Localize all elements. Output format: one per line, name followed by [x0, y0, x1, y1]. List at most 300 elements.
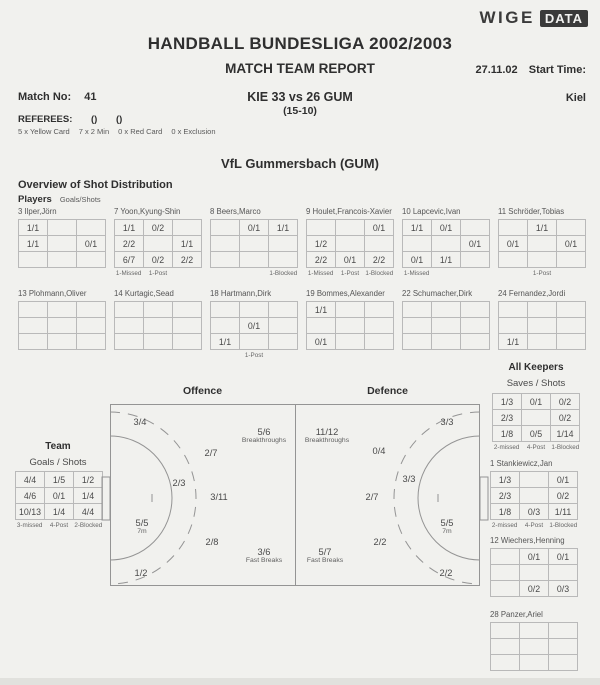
- grid-cell: 4/4: [16, 472, 45, 488]
- shot-grid-table: [490, 471, 578, 520]
- two-min: 7 x 2 Min: [78, 127, 110, 136]
- grid-cell: [522, 410, 551, 426]
- grid-cell: [115, 302, 144, 318]
- grid-cell: [211, 236, 240, 252]
- grid-footnote: 1-Post: [148, 270, 168, 277]
- grid-cell: 0/1: [240, 318, 269, 334]
- defence-nine-top-value: 0/4: [372, 446, 386, 456]
- grid-cell: 0/1: [403, 252, 432, 268]
- team-box-subtitle: Goals / Shots: [29, 457, 87, 468]
- grid-cell: 1/1: [19, 220, 48, 236]
- shot-grid: [210, 207, 300, 277]
- shot-grid-table: [210, 301, 298, 350]
- player-grid-9: [306, 207, 396, 277]
- grid-cell: [336, 334, 365, 350]
- offence-fastbreaks: [246, 547, 282, 565]
- keeper-grid-1: [490, 459, 580, 529]
- grid-footnote: [239, 270, 268, 277]
- cards-summary: [18, 127, 225, 136]
- grid-owner-name: 12 Wiechers,Henning: [490, 536, 565, 545]
- overview-title: Overview of Shot Distribution: [18, 179, 173, 191]
- grid-footnote: 4-Post: [49, 522, 69, 529]
- player-grid-14: [114, 289, 204, 352]
- grid-footnote: [461, 270, 490, 277]
- grid-cell: [549, 623, 578, 639]
- grid-cell: 1/4: [74, 488, 103, 504]
- offence-nine-center-value: 3/11: [210, 492, 228, 502]
- grid-cell: [557, 302, 586, 318]
- grid-cell: [432, 302, 461, 318]
- grid-cell: 0/2: [520, 581, 549, 597]
- defence-fastbreaks: [307, 547, 343, 565]
- grid-cell: 0/1: [520, 549, 549, 565]
- player-grid-3: [18, 207, 108, 270]
- grid-cell: 2/3: [491, 488, 520, 504]
- defence-fastbreaks-value: 5/7: [318, 547, 332, 557]
- grid-cell: [77, 334, 106, 350]
- grid-cell: [520, 655, 549, 671]
- grid-cell: 0/1: [499, 236, 528, 252]
- grid-owner-name: 1 Stankiewicz,Jan: [490, 459, 553, 468]
- grid-footnote: [173, 270, 202, 277]
- red-cards: 0 x Red Card: [118, 127, 163, 136]
- grid-cell: [365, 236, 394, 252]
- offence-wing-bottom-value: 1/2: [134, 568, 148, 578]
- all-keepers-grid: [492, 393, 582, 451]
- shot-grid-table: [490, 548, 578, 597]
- grid-owner-name: 24 Fernandez,Jordi: [498, 289, 566, 298]
- court-diagram: [110, 404, 480, 586]
- player-grid-11: [498, 207, 588, 277]
- grid-cell: [499, 220, 528, 236]
- grid-footnotes: [210, 270, 298, 277]
- grid-cell: [365, 334, 394, 350]
- grid-cell: [48, 236, 77, 252]
- shot-grid: [114, 289, 204, 352]
- grid-cell: [48, 302, 77, 318]
- grid-footnote: 1-Missed: [403, 270, 430, 277]
- grid-cell: [115, 318, 144, 334]
- offence-breakthroughs-label: Breakthroughs: [241, 437, 287, 445]
- grid-cell: 1/4: [45, 504, 74, 520]
- grid-cell: [173, 220, 202, 236]
- team-totals-grid: [15, 471, 105, 529]
- grid-owner-name: 14 Kurtagic,Sead: [114, 289, 174, 298]
- grid-footnote: 1-Post: [532, 270, 552, 277]
- player-grid-24: [498, 289, 588, 352]
- grid-cell: 0/5: [522, 426, 551, 442]
- shot-grid-table: [492, 393, 580, 442]
- grid-cell: [48, 334, 77, 350]
- grid-footnote: 1-Blocked: [549, 522, 578, 529]
- shot-grid-table: [306, 301, 394, 350]
- grid-cell: 4/4: [74, 504, 103, 520]
- grid-cell: [144, 334, 173, 350]
- grid-cell: 1/8: [491, 504, 520, 520]
- grid-footnote: 4-Post: [526, 444, 546, 451]
- grid-cell: [336, 302, 365, 318]
- grid-cell: 0/1: [557, 236, 586, 252]
- shot-grid: [490, 610, 580, 673]
- grid-cell: 0/2: [551, 410, 580, 426]
- grid-cell: 1/2: [74, 472, 103, 488]
- grid-cell: [269, 252, 298, 268]
- grid-cell: 0/3: [549, 581, 578, 597]
- shot-grid: [18, 289, 108, 352]
- score-line: KIE 33 vs 26 GUM: [247, 90, 353, 104]
- shot-grid: [210, 289, 300, 359]
- grid-cell: [461, 318, 490, 334]
- grid-cell: [549, 639, 578, 655]
- grid-cell: 1/1: [432, 252, 461, 268]
- page-title: HANDBALL BUNDESLIGA 2002/2003: [147, 34, 453, 53]
- grid-cell: [432, 334, 461, 350]
- grid-footnotes: [306, 270, 394, 277]
- grid-cell: [557, 252, 586, 268]
- grid-footnote: 1-Missed: [307, 270, 334, 277]
- grid-cell: [528, 334, 557, 350]
- grid-cell: [307, 220, 336, 236]
- grid-cell: [491, 549, 520, 565]
- grid-cell: 2/2: [115, 236, 144, 252]
- grid-cell: [19, 334, 48, 350]
- grid-cell: [19, 252, 48, 268]
- grid-cell: [211, 302, 240, 318]
- grid-footnote: [498, 270, 527, 277]
- players-label: Players: [18, 194, 52, 205]
- grid-cell: [432, 236, 461, 252]
- data-logo-badge: DATA: [540, 10, 588, 27]
- grid-footnotes: [210, 352, 298, 359]
- shot-grid: [15, 471, 105, 529]
- grid-cell: 0/2: [549, 488, 578, 504]
- grid-cell: [365, 318, 394, 334]
- grid-footnotes: [498, 270, 586, 277]
- grid-cell: [520, 639, 549, 655]
- player-grid-22: [402, 289, 492, 352]
- grid-cell: [461, 252, 490, 268]
- grid-cell: 1/3: [491, 472, 520, 488]
- grid-cell: [520, 565, 549, 581]
- grid-cell: [240, 236, 269, 252]
- grid-cell: [77, 318, 106, 334]
- grid-footnotes: [492, 444, 580, 451]
- grid-cell: [77, 252, 106, 268]
- grid-cell: [144, 236, 173, 252]
- referees-label: REFEREES:: [18, 114, 73, 125]
- player-grid-18: [210, 289, 300, 359]
- grid-cell: [211, 220, 240, 236]
- grid-cell: [528, 236, 557, 252]
- grid-cell: [336, 318, 365, 334]
- shot-grid-table: [306, 219, 394, 268]
- grid-owner-name: 9 Houlet,Francois-Xavier: [306, 207, 392, 216]
- grid-footnote: 1-Post: [340, 270, 360, 277]
- grid-cell: 1/1: [173, 236, 202, 252]
- shot-grid-table: [15, 471, 103, 520]
- defence-nine-bottom-value: 2/2: [373, 537, 387, 547]
- grid-cell: [336, 220, 365, 236]
- grid-cell: [491, 655, 520, 671]
- grid-cell: [461, 220, 490, 236]
- grid-footnote: [269, 352, 298, 359]
- exclusions: 0 x Exclusion: [171, 127, 216, 136]
- grid-cell: [173, 318, 202, 334]
- grid-footnotes: [15, 522, 103, 529]
- grid-cell: [557, 334, 586, 350]
- shot-grid-table: [402, 301, 490, 350]
- grid-cell: 1/3: [493, 394, 522, 410]
- match-date: 27.11.02: [475, 64, 518, 76]
- grid-cell: [499, 252, 528, 268]
- grid-footnotes: [402, 270, 490, 277]
- grid-cell: 1/1: [307, 302, 336, 318]
- grid-cell: 6/7: [115, 252, 144, 268]
- defence-label: Defence: [367, 385, 408, 397]
- grid-footnote: 2-Blocked: [74, 522, 103, 529]
- grid-cell: [269, 302, 298, 318]
- grid-cell: [461, 334, 490, 350]
- shot-grid-table: [114, 301, 202, 350]
- player-grid-10: [402, 207, 492, 277]
- defence-fastbreaks-label: Fast Breaks: [306, 557, 344, 565]
- grid-cell: [549, 655, 578, 671]
- grid-cell: [557, 220, 586, 236]
- grid-owner-name: 19 Bommes,Alexander: [306, 289, 385, 298]
- grid-footnote: 4-Post: [524, 522, 544, 529]
- offence-six-center-value: 2/3: [172, 478, 186, 488]
- offence-nine-top-value: 2/7: [204, 448, 218, 458]
- grid-footnote: [210, 270, 239, 277]
- grid-cell: [48, 318, 77, 334]
- offence-fastbreaks-label: Fast Breaks: [245, 557, 283, 565]
- grid-cell: [520, 623, 549, 639]
- offence-breakthroughs: [242, 427, 286, 445]
- player-grid-8: [210, 207, 300, 277]
- player-grid-13: [18, 289, 108, 352]
- page-subtitle: MATCH TEAM REPORT: [225, 61, 375, 76]
- offence-breakthroughs-value: 5/6: [257, 427, 271, 437]
- grid-cell: [528, 318, 557, 334]
- grid-cell: [432, 318, 461, 334]
- grid-footnote: 1-Blocked: [269, 270, 298, 277]
- defence-breakthroughs: [305, 427, 349, 445]
- offence-wing-top-value: 3/4: [133, 417, 147, 427]
- shot-grid: [490, 536, 580, 599]
- shot-grid: [114, 207, 204, 277]
- all-keepers-title: All Keepers: [508, 362, 564, 373]
- grid-cell: [115, 334, 144, 350]
- offence-nine-bottom-value: 2/8: [205, 537, 219, 547]
- grid-cell: 0/1: [240, 220, 269, 236]
- players-label-row: [18, 194, 101, 205]
- grid-cell: [549, 565, 578, 581]
- offence-seven-m-value: 5/5: [135, 518, 149, 528]
- grid-cell: 2/2: [365, 252, 394, 268]
- shot-grid: [498, 207, 588, 277]
- grid-cell: [499, 302, 528, 318]
- grid-cell: [77, 302, 106, 318]
- grid-cell: [520, 488, 549, 504]
- grid-cell: 1/5: [45, 472, 74, 488]
- grid-cell: 0/1: [461, 236, 490, 252]
- shot-grid-table: [18, 301, 106, 350]
- grid-cell: [491, 623, 520, 639]
- grid-cell: [520, 472, 549, 488]
- defence-seven-m: [441, 518, 454, 536]
- shot-grid-table: [114, 219, 202, 268]
- grid-footnote: 1-Blocked: [551, 444, 580, 451]
- grid-footnote: 1-Blocked: [365, 270, 394, 277]
- grid-cell: 1/8: [493, 426, 522, 442]
- grid-cell: 1/2: [307, 236, 336, 252]
- grid-cell: 0/1: [77, 236, 106, 252]
- wige-data-logo: [479, 8, 588, 28]
- grid-cell: 1/1: [19, 236, 48, 252]
- grid-footnote: [210, 352, 239, 359]
- grid-cell: 1/1: [115, 220, 144, 236]
- grid-cell: [19, 302, 48, 318]
- grid-cell: [269, 334, 298, 350]
- defence-wing-top-value: 3/3: [440, 417, 454, 427]
- grid-cell: [403, 334, 432, 350]
- shot-grid-table: [402, 219, 490, 268]
- grid-cell: [491, 565, 520, 581]
- offence-seven-m: [136, 518, 149, 536]
- grid-cell: [499, 318, 528, 334]
- grid-cell: [48, 252, 77, 268]
- grid-owner-name: 11 Schröder,Tobias: [498, 207, 565, 216]
- grid-cell: 0/3: [520, 504, 549, 520]
- grid-cell: [48, 220, 77, 236]
- grid-cell: [269, 236, 298, 252]
- date-starttime: [475, 64, 586, 76]
- shot-grid-table: [490, 622, 578, 671]
- grid-cell: [144, 318, 173, 334]
- grid-cell: 1/1: [499, 334, 528, 350]
- all-keepers-subtitle: Saves / Shots: [506, 378, 566, 389]
- grid-cell: 10/13: [16, 504, 45, 520]
- grid-cell: [19, 318, 48, 334]
- grid-cell: [269, 318, 298, 334]
- shot-grid-table: [498, 301, 586, 350]
- grid-cell: [211, 318, 240, 334]
- grid-cell: 0/1: [432, 220, 461, 236]
- grid-cell: [211, 252, 240, 268]
- players-sublabel: Goals/Shots: [59, 195, 101, 204]
- grid-cell: 0/1: [307, 334, 336, 350]
- referee-2: (): [115, 114, 123, 125]
- shot-grid: [490, 459, 580, 529]
- player-grid-7: [114, 207, 204, 277]
- shot-grid-table: [18, 219, 106, 268]
- grid-cell: [528, 252, 557, 268]
- grid-owner-name: 8 Beers,Marco: [210, 207, 261, 216]
- offence-seven-m-label: 7m: [137, 528, 147, 536]
- grid-cell: [403, 236, 432, 252]
- grid-cell: [491, 639, 520, 655]
- grid-cell: 0/1: [549, 472, 578, 488]
- shot-grid-table: [210, 219, 298, 268]
- shot-grid: [18, 207, 108, 270]
- team-name: VfL Gummersbach (GUM): [221, 156, 379, 171]
- shot-grid-table: [498, 219, 586, 268]
- grid-cell: 1/1: [211, 334, 240, 350]
- grid-cell: 1/1: [403, 220, 432, 236]
- offence-fastbreaks-value: 3/6: [257, 547, 271, 557]
- grid-footnotes: [490, 522, 578, 529]
- referee-1: (): [91, 114, 98, 125]
- defence-nine-center-value: 2/7: [365, 492, 379, 502]
- grid-cell: 0/2: [144, 220, 173, 236]
- grid-owner-name: 22 Schumacher,Dirk: [402, 289, 473, 298]
- grid-cell: [173, 334, 202, 350]
- grid-footnote: [557, 270, 586, 277]
- match-number-value: 41: [84, 91, 97, 103]
- grid-cell: 0/1: [522, 394, 551, 410]
- grid-owner-name: 28 Panzer,Ariel: [490, 610, 543, 619]
- grid-cell: 2/3: [493, 410, 522, 426]
- team-box-title: Team: [45, 441, 71, 452]
- yellow-cards: 5 x Yellow Card: [18, 127, 70, 136]
- halftime-score: (15-10): [283, 105, 317, 117]
- grid-cell: [461, 302, 490, 318]
- defence-seven-m-value: 5/5: [440, 518, 454, 528]
- scan-bottom-edge: [0, 678, 600, 685]
- grid-cell: [557, 318, 586, 334]
- keeper-grid-12: [490, 536, 580, 599]
- grid-cell: [403, 318, 432, 334]
- shot-grid: [402, 289, 492, 352]
- grid-footnote: 3-missed: [16, 522, 43, 529]
- grid-footnotes: [114, 270, 202, 277]
- shot-grid: [306, 289, 396, 352]
- grid-cell: 2/2: [307, 252, 336, 268]
- match-number-label: Match No:: [18, 91, 72, 103]
- grid-cell: [491, 581, 520, 597]
- grid-cell: 0/2: [551, 394, 580, 410]
- defence-wing-bottom-value: 2/2: [439, 568, 453, 578]
- grid-footnote: 2-missed: [493, 444, 520, 451]
- shot-grid: [402, 207, 492, 277]
- grid-cell: 4/6: [16, 488, 45, 504]
- grid-owner-name: 3 Ilper,Jörn: [18, 207, 57, 216]
- grid-cell: 0/1: [45, 488, 74, 504]
- wige-logo-text: WIGE: [479, 8, 535, 27]
- grid-footnote: 2-missed: [491, 522, 518, 529]
- grid-cell: [240, 334, 269, 350]
- grid-cell: [173, 302, 202, 318]
- grid-owner-name: 18 Hartmann,Dirk: [210, 289, 272, 298]
- grid-cell: 1/1: [269, 220, 298, 236]
- shot-grid: [498, 289, 588, 352]
- shot-grid: [306, 207, 396, 277]
- grid-cell: 1/1: [528, 220, 557, 236]
- grid-footnote: 1-Missed: [115, 270, 142, 277]
- defence-breakthroughs-label: Breakthroughs: [304, 437, 350, 445]
- grid-cell: 0/2: [144, 252, 173, 268]
- grid-footnote: [431, 270, 460, 277]
- defence-six-center-value: 3/3: [402, 474, 416, 484]
- match-location: Kiel: [565, 92, 586, 104]
- grid-footnote: 1-Post: [244, 352, 264, 359]
- grid-cell: 2/2: [173, 252, 202, 268]
- grid-owner-name: 7 Yoon,Kyung-Shin: [114, 207, 181, 216]
- grid-owner-name: 10 Lapcevic,Ivan: [402, 207, 461, 216]
- start-time-label: Start Time:: [528, 64, 586, 76]
- grid-cell: [365, 302, 394, 318]
- grid-cell: [307, 318, 336, 334]
